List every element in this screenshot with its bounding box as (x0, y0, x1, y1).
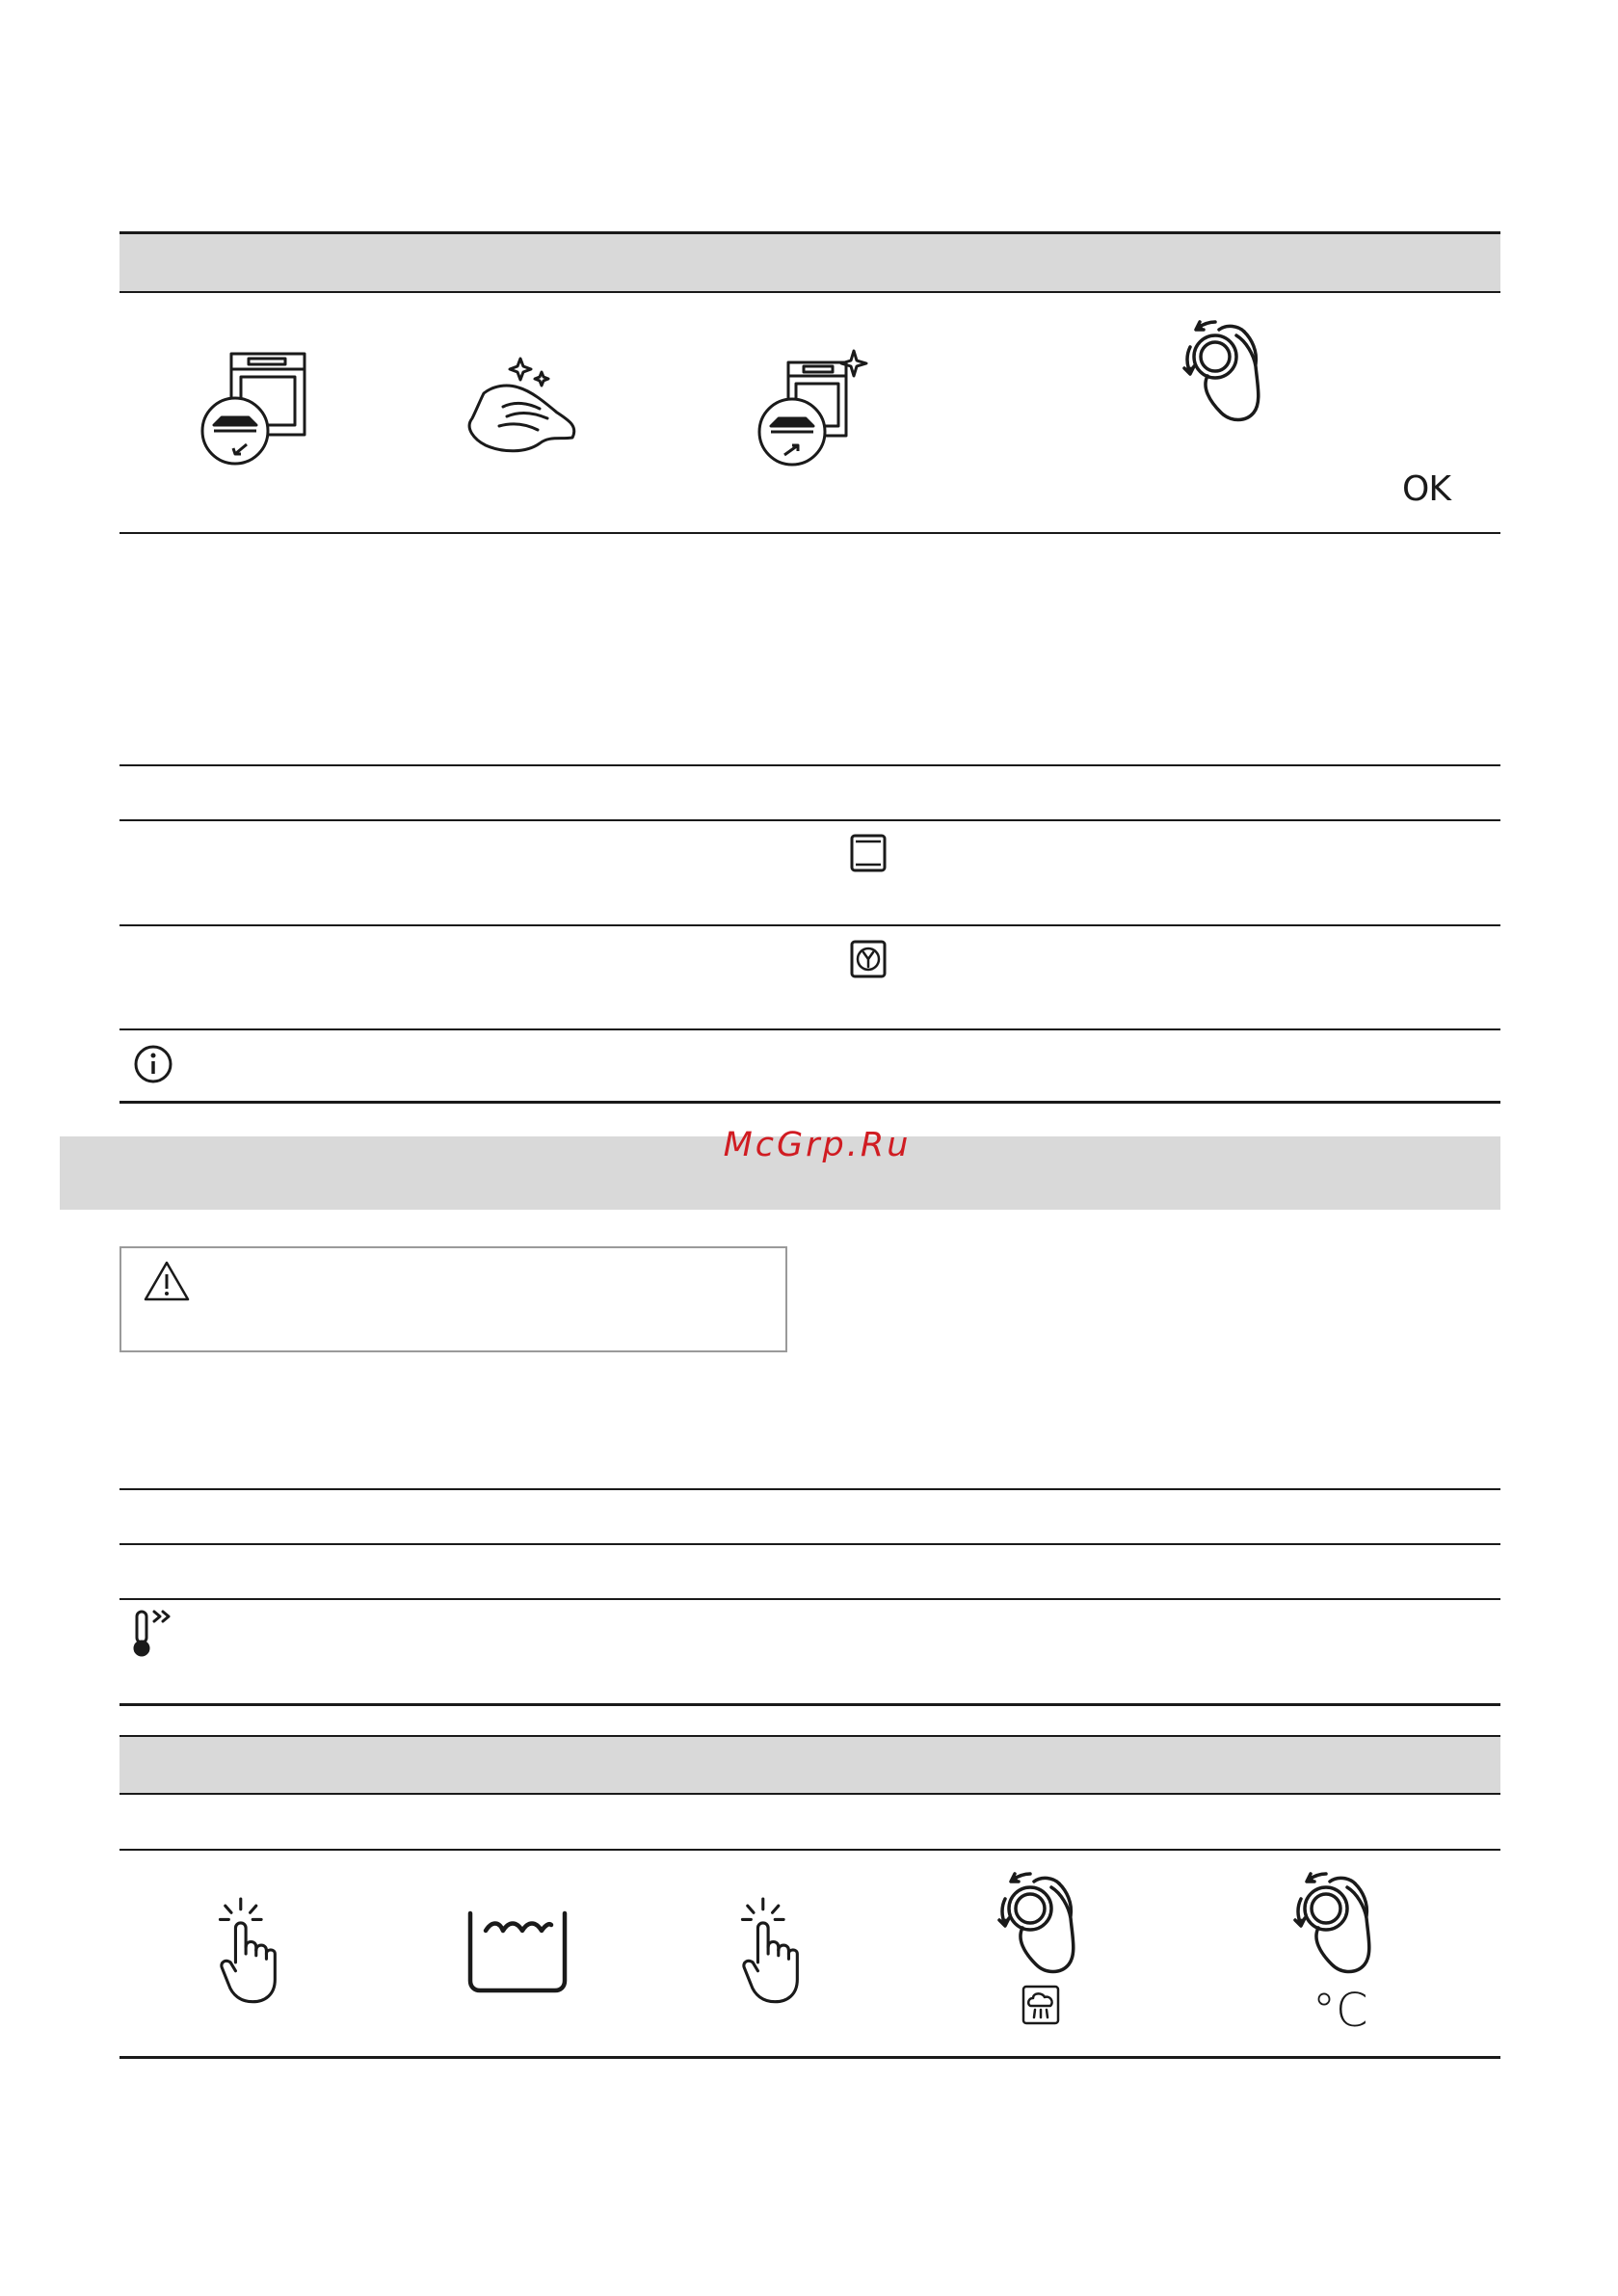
divider (119, 1101, 1500, 1104)
warning-triangle-icon (143, 1260, 191, 1302)
divider (119, 764, 1500, 766)
divider (119, 2056, 1500, 2059)
divider (119, 1598, 1500, 1600)
divider (119, 1703, 1500, 1706)
rotate-knob-icon (1280, 1860, 1386, 1976)
touch-icon (730, 1889, 808, 2010)
water-tank-icon (466, 1908, 569, 1994)
divider (119, 819, 1500, 821)
oven-function-icon (850, 834, 887, 872)
warning-box (119, 1246, 787, 1352)
divider (119, 291, 1500, 293)
divider (119, 1735, 1500, 1737)
touch-icon (208, 1889, 285, 2010)
divider (119, 1849, 1500, 1851)
divider (119, 532, 1500, 534)
divider (119, 924, 1500, 926)
divider (119, 1028, 1500, 1030)
table-header-bar-2 (119, 1736, 1500, 1794)
watermark: McGrp.Ru (723, 1126, 912, 1164)
oven-remove-shelf-icon (200, 352, 308, 466)
info-icon (133, 1044, 173, 1084)
celsius-label: °C (1313, 1984, 1368, 2038)
wipe-cloth-icon (464, 353, 584, 457)
divider (119, 1793, 1500, 1795)
table-header-bar-1 (119, 232, 1500, 292)
rotate-knob-icon (1169, 308, 1275, 424)
meat-probe-icon (131, 1608, 175, 1658)
oven-insert-shelf-icon (757, 349, 871, 467)
ok-label: OK (1402, 469, 1450, 509)
fan-function-icon (850, 940, 887, 978)
divider (119, 231, 1500, 234)
divider (119, 1543, 1500, 1545)
steam-icon (1021, 1985, 1060, 2025)
divider (119, 1488, 1500, 1490)
rotate-knob-icon (984, 1860, 1090, 1976)
